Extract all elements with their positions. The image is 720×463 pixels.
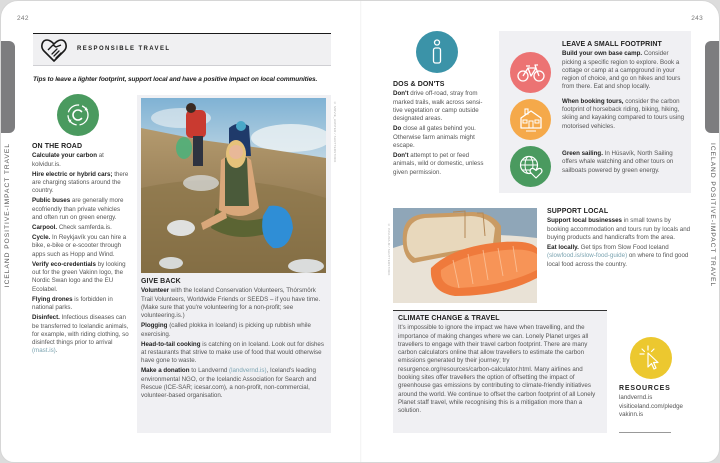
- volunteers-photo: [141, 98, 326, 273]
- dos-donts-title: DOS & DON'TS: [393, 81, 445, 88]
- on-the-road-title: ON THE ROAD: [32, 143, 83, 150]
- cursor-click-icon: [630, 337, 672, 379]
- side-label-right: ICELAND POSITIVE-IMPACT TRAVEL: [709, 143, 716, 288]
- landvernd-link[interactable]: (landvernd.is): [229, 367, 267, 375]
- give-back-section: [141, 278, 327, 402]
- page-number-left: 242: [17, 15, 29, 22]
- resource-link[interactable]: visiticeland.com/pledge: [619, 402, 683, 410]
- dos-donts-section: [393, 81, 489, 179]
- photo-credit: © MOVIE_HUNTER / SHUTTERSTOCK: [333, 101, 337, 163]
- section-header: [33, 33, 331, 66]
- list-item: When booking tours, consider the carbon footprint of horseback riding, biking, hiking, skiing and kayaking compared to tours using motorised vehicles.: [562, 97, 685, 130]
- list-item: Don't attempt to pet or feed animals, wild or domestic, unless given permission.: [393, 151, 484, 176]
- list-item: Don't drive off-road, stray from marked trails, walk across sensi-tive vegetation or camp outside designated areas.: [393, 90, 483, 123]
- resources-section: [619, 385, 709, 419]
- salmon-photo: [393, 208, 537, 303]
- give-back-title: GIVE BACK: [141, 278, 181, 285]
- house-icon: [510, 99, 551, 140]
- list-item: Disinfect. Infectious diseases can be transferred to Icelandic animals, for example, with riding clothing, so disinfect things prior to arrival (mast.is).: [32, 314, 129, 355]
- climate-section: [398, 315, 604, 417]
- section-title: RESPONSIBLE TRAVEL: [77, 46, 171, 52]
- globe-heart-icon: [510, 146, 551, 187]
- list-item: Carpool. Check samferda.is.: [32, 224, 112, 232]
- list-item: Public buses are generally more ecofriendly than private vehicles and often run on green energy.: [32, 197, 124, 221]
- side-label-left: ICELAND POSITIVE-IMPACT TRAVEL: [4, 143, 11, 288]
- thumb-tab-left: [1, 41, 15, 133]
- list-item: Support local businesses in small towns by booking accommodation and tours run by locals and buying products and handicrafts from the area.: [547, 217, 691, 241]
- mast-link[interactable]: (mast.is): [32, 347, 56, 355]
- list-item: Green sailing. In Húsavík, North Sailing offers whale watching and other tours on sailboats powered by green energy.: [562, 149, 674, 174]
- climate-body: It's impossible to ignore the impact we have when travelling, and the importance of making changes where we can. Lonely Planet urges all travellers to engage with their travel carbon footprint. There are many carbon calculators online that allow travellers to estimate the carbon emissions generated by their journey; try resurgence.org/resources/carbon-calculator.html. Many airlines and booking sites offer travellers the option of offsetting the impact of greenhouse gas emissions by contributing to climate-friendly initiatives around the world. We continue to offset the carbon footprint of all Lonely Planet staff travel, while recognising this is a mitigation more than a solution.: [398, 324, 596, 415]
- resource-link[interactable]: vakinn.is: [619, 410, 644, 418]
- list-item: Make a donation to Landvernd (landvernd.is), Iceland's leading environmental NGO, or the Icelandic Association for Search and Rescue (ICE-SAR; icesar.com), a non-profit, non-commercial, volunteer-based organisation.: [141, 367, 317, 400]
- resource-link[interactable]: landvernd.is: [619, 394, 653, 402]
- slowfood-link[interactable]: (slowfood.is/slow-food-guide): [547, 252, 628, 260]
- thumb-tab-right: [705, 41, 719, 133]
- leave-footprint-section: [562, 41, 688, 177]
- list-item: Hire electric or hybrid cars; there are charging stations around the country.: [32, 170, 129, 195]
- support-local-title: SUPPORT LOCAL: [547, 208, 609, 215]
- list-item: Head-to-tail cooking is catching on in Iceland. Look out for dishes at restaurants that strive to make use of food that would otherwise have gone to waste.: [141, 340, 324, 365]
- list-item: Eat locally. Get tips from Slow Food Iceland (slowfood.is/slow-food-guide) on where to find good local food across the country.: [547, 243, 689, 268]
- list-item: Flying drones is forbidden in national parks.: [32, 295, 113, 312]
- list-item: Build your own base camp. Consider picking a specific region to explore. Book a cottage or camp at a campground in your region of choice, and go on hikes and tours from there. Eat and shop locally.: [562, 50, 681, 91]
- support-local-section: [547, 208, 693, 271]
- photo-credit: © PAVLINA.M / SHUTTERSTOCK: [387, 223, 391, 276]
- carbon-cycle-icon: [57, 94, 99, 136]
- bicycle-icon: [510, 52, 551, 93]
- resources-title: RESOURCES: [619, 385, 671, 392]
- intro-text: Tips to leave a lighter footprint, support local and have a positive impact on local communities.: [33, 76, 318, 83]
- climate-title: CLIMATE CHANGE & TRAVEL: [398, 315, 500, 322]
- info-icon: [416, 31, 458, 73]
- on-the-road-section: [32, 143, 130, 358]
- handshake-heart-icon: [40, 37, 68, 63]
- divider: [619, 432, 671, 433]
- gutter: [360, 1, 362, 463]
- leave-footprint-title: LEAVE A SMALL FOOTPRINT: [562, 41, 662, 48]
- list-item: Do close all gates behind you. Otherwise farm animals might escape.: [393, 125, 476, 149]
- page-number-right: 243: [691, 15, 703, 22]
- list-item: Volunteer with the Iceland Conservation Volunteers, Thórsmörk Trail Volunteers, Worldwide Friends or SEEDS – if you have time. (Make sure that you're volunteering for a non-profit; see volunteering.is.): [141, 287, 321, 320]
- list-item: Verify eco-credentials by looking out for the green Vakinn logo, the Nordic Swan logo and the EU Ecolabel.: [32, 260, 126, 293]
- list-item: Calculate your carbon at kolvidur.is.: [32, 152, 104, 168]
- list-item: Cycle. In Reykjavík you can hire a bike, e-bike or e-scooter through apps such as Hopp and Wind.: [32, 234, 127, 258]
- list-item: Plogging (called plokka in Iceland) is picking up rubbish while exercising.: [141, 322, 311, 338]
